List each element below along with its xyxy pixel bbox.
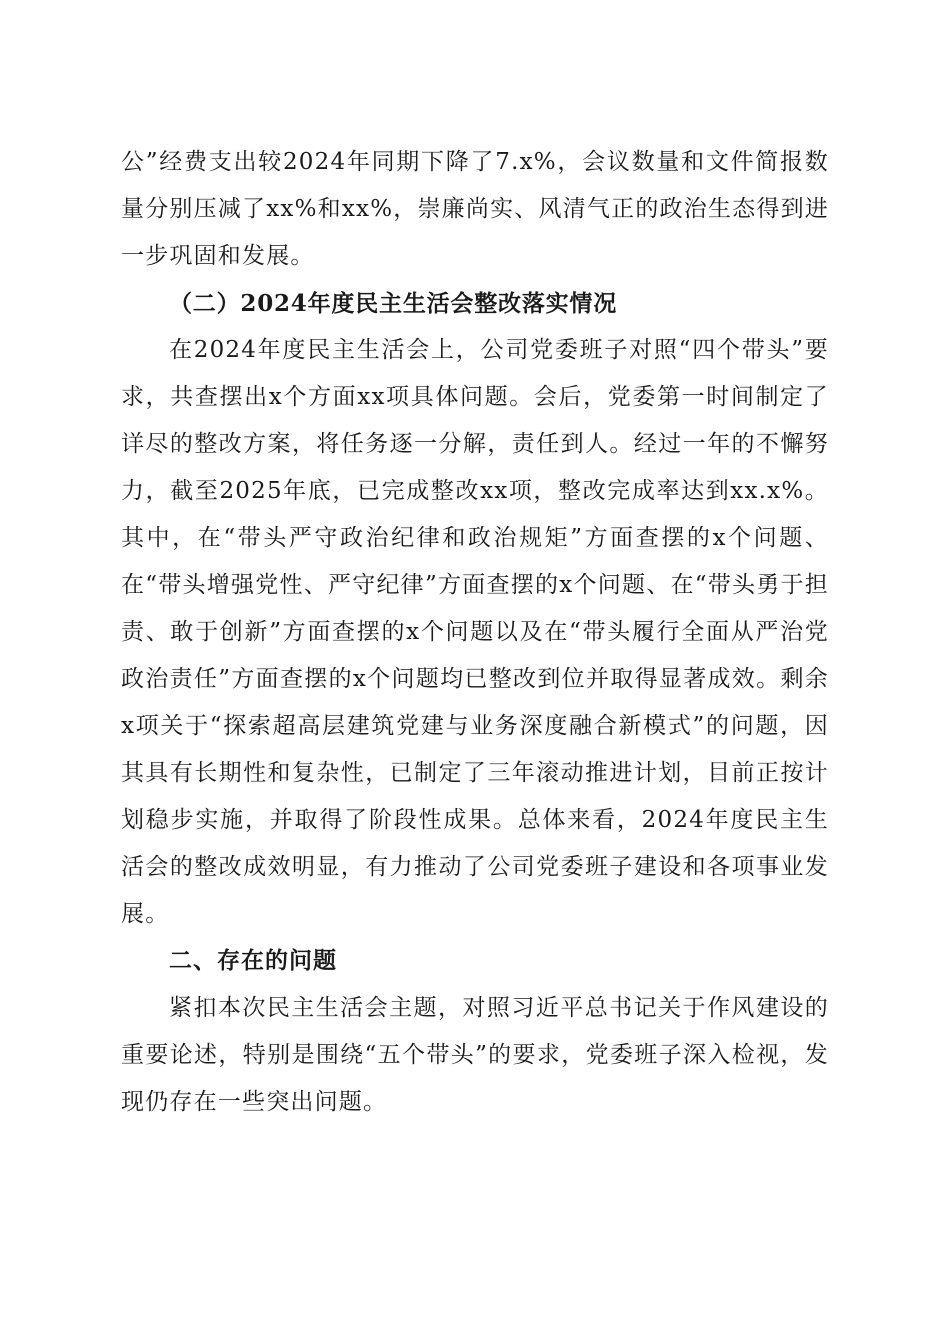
paragraph-continuation: 公”经费支出较2024年同期下降了7.x%，会议数量和文件简报数量分别压减了xx%和xx%，崇廉尚实、风清气正的政治生态得到进一步巩固和发展。 (121, 149, 829, 269)
paragraph-problems-intro: 紧扣本次民主生活会主题，对照习近平总书记关于作风建设的重要论述，特别是围绕“五个带头”的要求，党委班子深入检视，发现仍存在一些突出问题。 (121, 995, 829, 1115)
paragraph-rectification-details: 在2024年度民主生活会上，公司党委班子对照“四个带头”要求，共查摆出x个方面xx项具体问题。会后，党委第一时间制定了详尽的整改方案，将任务逐一分解，责任到人。经过一年的不懈努力，截至2025年底，已完成整改xx项，整改完成率达到xx.x%。其中，在“带头严守政治纪律和政治规矩”方面查摆的x个问题、在“带头增强党性、严守纪律”方面查摆的x个问题、在“带头勇于担责、敢于创新”方面查摆的x个问题以及在“带头履行全面从严治党政治责任”方面查摆的x个问题均已整改到位并取得显著成效。剩余x项关于“探索超高层建筑党建与业务深度融合新模式”的问题，因其具有长期性和复杂性，已制定了三年滚动推进计划，目前正按计划稳步实施，并取得了阶段性成果。总体来看，2024年度民主生活会的整改成效明显，有力推动了公司党委班子建设和各项事业发展。 (121, 337, 829, 927)
section-heading-existing-problems: 二、存在的问题 (169, 948, 337, 974)
subheading-rectification-status: （二）2024年度民主生活会整改落实情况 (169, 290, 618, 317)
document-body (121, 139, 829, 1126)
